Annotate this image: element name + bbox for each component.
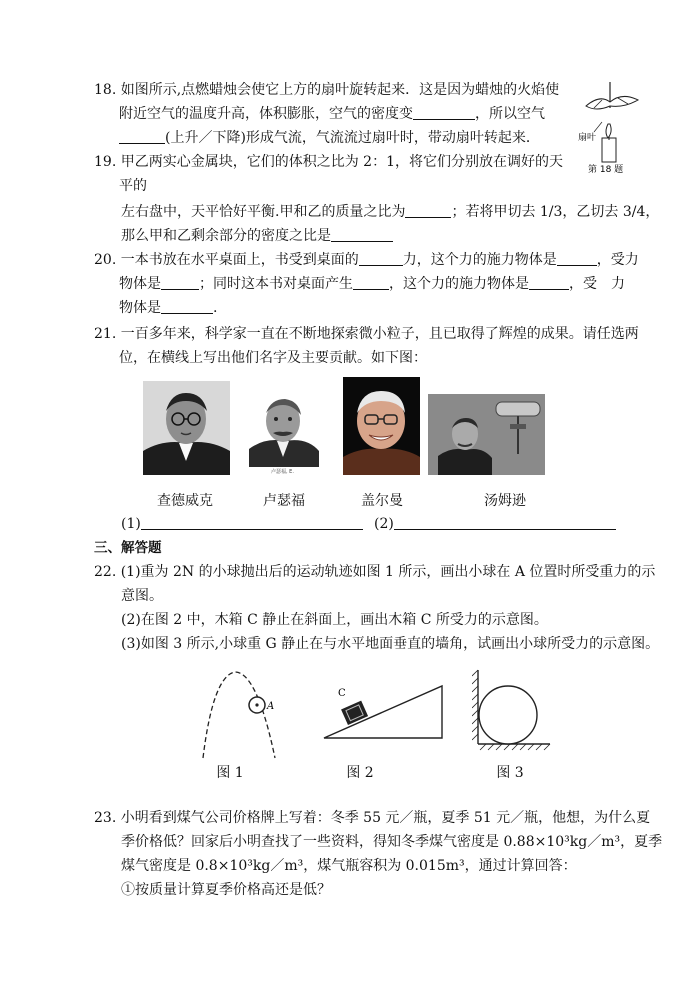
q19-blank-mass-ratio[interactable] xyxy=(405,203,451,218)
figure-3-caption: 图 3 xyxy=(496,765,524,781)
q20-line2-text-b: ；同时这本书对桌面产生 xyxy=(199,276,353,292)
q21-answer-blank2[interactable] xyxy=(394,515,616,530)
q19-line3 xyxy=(121,202,659,222)
name-chadwick: 查德威克 xyxy=(157,493,213,509)
fan-label: 扇叶 xyxy=(578,133,597,143)
q20-blank-receiver1[interactable] xyxy=(161,275,199,290)
rutherford-photo xyxy=(245,387,323,475)
q18-blank-direction[interactable] xyxy=(119,129,165,144)
q20-line3-text-b: . xyxy=(213,300,218,316)
q19-line4-text: 那么甲和乙剩余部分的密度之比是 xyxy=(121,228,331,244)
q20-line2 xyxy=(119,274,625,294)
q23-line4: ①按质量计算夏季价格高还是低？ xyxy=(121,882,331,898)
fig1-point-a: A xyxy=(267,701,275,712)
q22-line4: (3)如图 3 所示,小球重 G 静止在与水平地面垂直的墙角，试画出小球所受力的示意图。 xyxy=(121,636,660,652)
q20-line1-text-c: ，受力 xyxy=(596,252,639,268)
q22-line3: (2)在图 2 中，木箱 C 静止在斜面上，画出木箱 C 所受力的示意图。 xyxy=(121,612,548,628)
section-3-title: 三、解答题 xyxy=(94,540,162,556)
q18-blank-density[interactable] xyxy=(413,105,475,120)
q19-line1: 19. 甲乙两实心金属块，它们的体积之比为 2：1，将它们分别放在调好的天 xyxy=(94,154,563,170)
q20-line3-text: 物体是 xyxy=(119,300,161,316)
chadwick-photo xyxy=(143,381,230,475)
q21-answer-line2 xyxy=(374,514,616,534)
q18-line2-text: 附近空气的温度升高，体积膨胀，空气的密度变 xyxy=(119,106,413,122)
figure-2-caption: 图 2 xyxy=(346,765,374,781)
q19-line2: 平的 xyxy=(119,178,147,194)
name-gell-mann: 盖尔曼 xyxy=(361,493,403,509)
q20-line3 xyxy=(119,298,217,318)
q18-line3 xyxy=(119,128,540,148)
q21-line1: 21. 一百多年来，科学家一直在不断地探索微小粒子，且已取得了辉煌的成果。请任选两 xyxy=(94,326,639,342)
fig18-caption: 第 18 题 xyxy=(588,165,624,174)
q20-blank-exerter2[interactable] xyxy=(529,275,569,290)
q23-line2: 季价格低？回家后小明查找了一些资料，得知冬季煤气密度是 0.88×10³kg／m³，夏季 xyxy=(121,834,663,850)
q19-line3-text-b: ；若将甲切去 1/3，乙切去 3/4， xyxy=(451,204,660,220)
q20-line2-text-d: ，受 力 xyxy=(569,276,625,292)
q21-line2: 位，在横线上写出他们名字及主要贡献。如下图： xyxy=(119,350,427,366)
q20-line1-text-b: 力，这个力的施力物体是 xyxy=(402,252,557,268)
q22-line1: 22. (1)重为 2N 的小球抛出后的运动轨迹如图 1 所示，画出小球在 A 位置时所受重力的示 xyxy=(94,564,656,580)
q20-line1-text: 20. 一本书放在水平桌面上，书受到桌面的 xyxy=(94,252,359,268)
name-rutherford: 卢瑟福 xyxy=(263,493,305,509)
gell-mann-photo xyxy=(343,377,420,475)
rutherford-photo-text: 卢瑟福, E. xyxy=(271,469,294,475)
name-thomson: 汤姆逊 xyxy=(484,493,526,509)
q20-line2-text: 物体是 xyxy=(119,276,161,292)
q21-answer-label2: (2) xyxy=(374,516,394,532)
q18-line1: 18. 如图所示,点燃蜡烛会使它上方的扇叶旋转起来．这是因为蜡烛的火焰使 xyxy=(94,82,560,98)
q19-line3-text: 左右盘中，天平恰好平衡.甲和乙的质量之比为 xyxy=(121,204,406,220)
q23-line3: 煤气密度是 0.8×10³kg／m³，煤气瓶容积为 0.015m³，通过计算回答： xyxy=(121,858,577,874)
q18-line2-text-b: ，所以空气 xyxy=(475,106,545,122)
figure-1-trajectory xyxy=(195,666,285,762)
q22-line2: 意图。 xyxy=(121,588,163,604)
q18-line2 xyxy=(119,104,545,124)
q21-answer-label1: (1) xyxy=(121,516,141,532)
figure-3-ball-corner xyxy=(472,668,552,752)
q21-answer-line1 xyxy=(121,514,363,534)
q20-blank-exerter1[interactable] xyxy=(557,251,597,266)
q20-blank-receiver2[interactable] xyxy=(161,299,213,314)
q20-line1 xyxy=(94,250,639,270)
q20-line2-text-c: ，这个力的施力物体是 xyxy=(389,276,529,292)
q19-blank-density-ratio[interactable] xyxy=(331,227,393,242)
q19-line4 xyxy=(121,226,393,246)
q21-answer-blank1[interactable] xyxy=(141,515,363,530)
q23-line1: 23. 小明看到煤气公司价格牌上写着：冬季 55 元／瓶，夏季 51 元／瓶，他想，为什么夏 xyxy=(94,810,651,826)
figure-1-caption: 图 1 xyxy=(216,765,244,781)
q18-line3-text: (上升／下降)形成气流，气流流过扇叶时，带动扇叶转起来． xyxy=(165,130,540,146)
q20-blank-force1[interactable] xyxy=(359,251,403,266)
figure-2-incline xyxy=(322,682,446,742)
fig2-label-c: C xyxy=(338,688,346,699)
candle-fan-figure xyxy=(572,78,662,174)
q20-blank-force2[interactable] xyxy=(353,275,389,290)
thomson-photo xyxy=(428,394,545,475)
